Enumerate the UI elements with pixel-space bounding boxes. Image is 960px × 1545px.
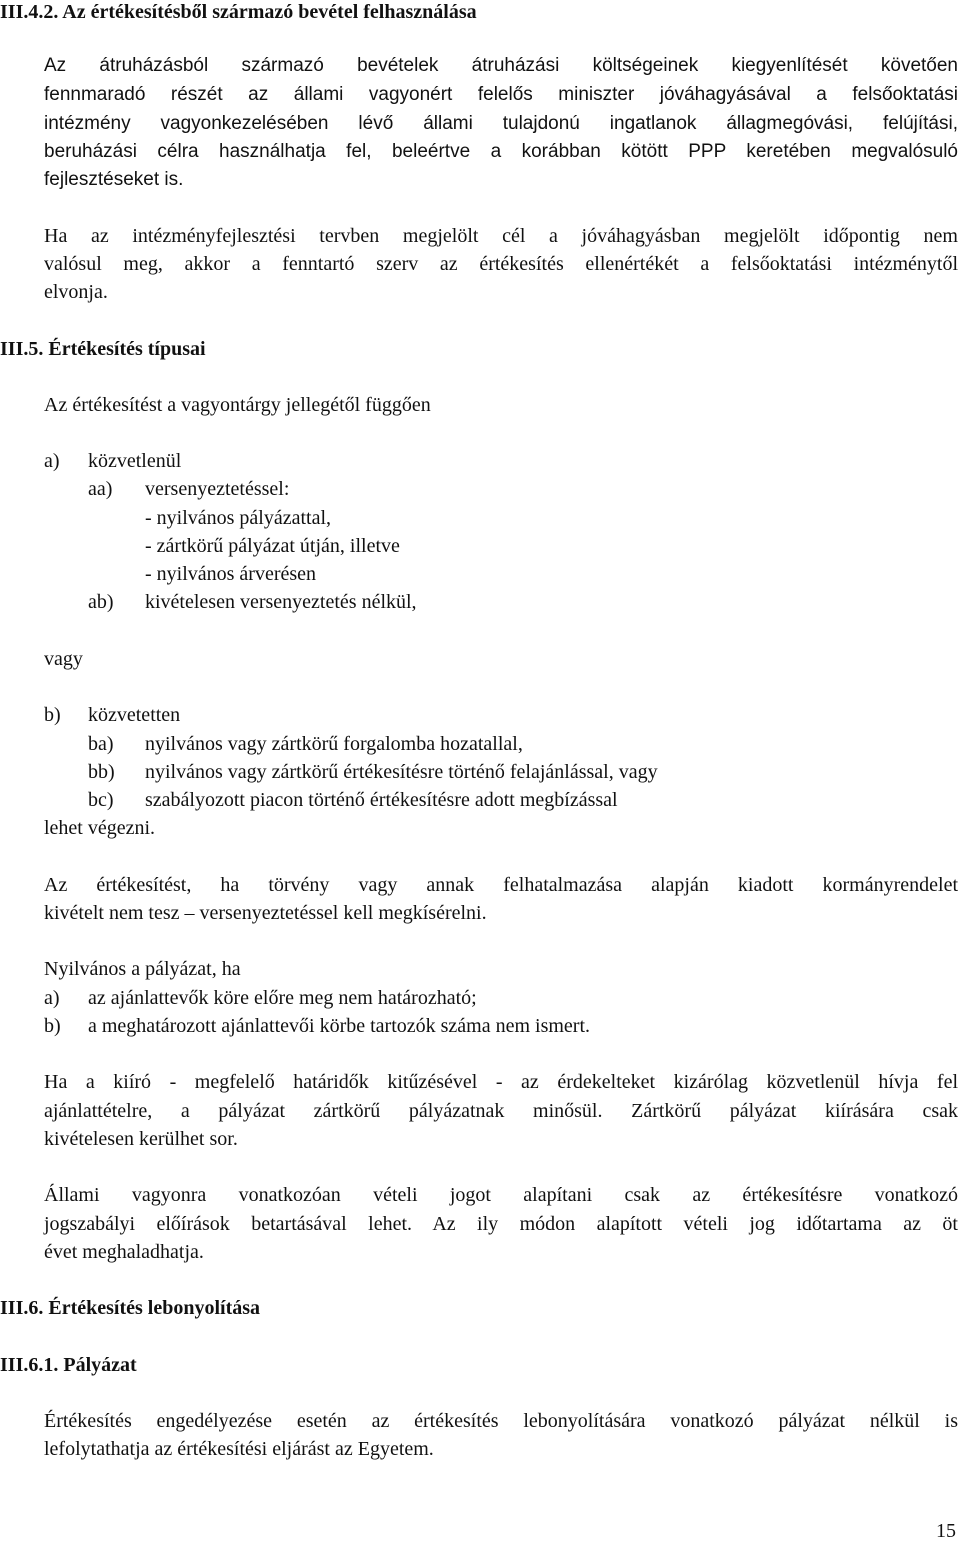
page-number: 15 — [936, 1520, 956, 1542]
public-tender-a-label: a) — [44, 987, 60, 1009]
aa-option-1: - nyilvános pályázattal, — [145, 507, 332, 529]
item-bb-text: nyilvános vagy zártkörű értékesítésre történő felajánlással, vagy — [145, 761, 658, 783]
para5-line-3: évet meghaladhatja. — [44, 1241, 204, 1263]
public-tender-intro: Nyilvános a pályázat, ha — [44, 958, 241, 980]
para2-line-1: Ha az intézményfejlesztési tervben megjelölt cél a jóváhagyásban megjelölt időpontig nem — [44, 225, 958, 247]
para1-line-5: fejlesztéseket is. — [44, 169, 184, 190]
para1-line-1: Az átruházásból származó bevételek átruházási költségeinek kiegyenlítését követően — [44, 55, 958, 76]
para1-line-3: intézmény vagyonkezelésében lévő állami tulajdonú ingatlanok állagmegóvási, felújítási, — [44, 113, 958, 134]
aa-option-2: - zártkörű pályázat útján, illetve — [145, 535, 400, 557]
item-a-label: a) — [44, 450, 60, 472]
para3-line-1: Az értékesítést, ha törvény vagy annak felhatalmazása alapján kiadott kormányrendelet — [44, 874, 958, 896]
item-bc-text: szabályozott piacon történő értékesítésre adott megbízással — [145, 789, 618, 811]
section-heading-35: III.5. Értékesítés típusai — [0, 338, 206, 360]
types-intro: Az értékesítést a vagyontárgy jellegétől függően — [44, 394, 431, 416]
public-tender-a-text: az ajánlattevők köre előre meg nem határozható; — [88, 987, 477, 1009]
para6-line-1: Értékesítés engedélyezése esetén az értékesítés lebonyolítására vonatkozó pályázat nélkül is — [44, 1410, 958, 1432]
item-b-label: b) — [44, 704, 61, 726]
para2-line-3: elvonja. — [44, 281, 108, 303]
para4-line-3: kivételesen kerülhet sor. — [44, 1128, 238, 1150]
types-closing: lehet végezni. — [44, 817, 156, 839]
para5-line-2: jogszabályi előírások betartásával lehet. Az ily módon alapított vételi jog időtartama az öt — [44, 1213, 958, 1235]
item-ba-text: nyilvános vagy zártkörű forgalomba hozatallal, — [145, 733, 523, 755]
item-bc-label: bc) — [88, 789, 114, 811]
public-tender-b-text: a meghatározott ajánlattevői körbe tartozók száma nem ismert. — [88, 1015, 591, 1037]
item-ba-label: ba) — [88, 733, 114, 755]
item-bb-label: bb) — [88, 761, 115, 783]
item-aa-label: aa) — [88, 478, 113, 500]
public-tender-b-label: b) — [44, 1015, 61, 1037]
para5-line-1: Állami vagyonra vonatkozóan vételi jogot alapítani csak az értékesítésre vonatkozó — [44, 1184, 958, 1206]
aa-option-3: - nyilvános árverésen — [145, 563, 317, 585]
or-word: vagy — [44, 648, 83, 670]
section-heading-342: III.4.2. Az értékesítésből származó bevétel felhasználása — [0, 1, 477, 23]
para6-line-2: lefolytathatja az értékesítési eljárást az Egyetem. — [44, 1438, 434, 1460]
item-ab-label: ab) — [88, 591, 114, 613]
item-a-text: közvetlenül — [88, 450, 182, 472]
item-ab-text: kivételesen versenyeztetés nélkül, — [145, 591, 417, 613]
item-b-text: közvetetten — [88, 704, 181, 726]
item-aa-text: versenyeztetéssel: — [145, 478, 290, 500]
para1-line-4: beruházási célra használhatja fel, beleértve a korábban kötött PPP keretében megvalósuló — [44, 141, 958, 162]
para2-line-2: valósul meg, akkor a fenntartó szerv az értékesítés ellenértékét a felsőoktatási intézménytől — [44, 253, 958, 275]
para1-line-2: fennmaradó részét az állami vagyonért felelős miniszter jóváhagyásával a felsőoktatási — [44, 84, 958, 105]
section-heading-36: III.6. Értékesítés lebonyolítása — [0, 1297, 261, 1319]
para4-line-2: ajánlattételre, a pályázat zártkörű pályázatnak minősül. Zártkörű pályázat kiírására csak — [44, 1100, 958, 1122]
para3-line-2: kivételt nem tesz – versenyeztetéssel kell megkísérelni. — [44, 902, 487, 924]
para4-line-1: Ha a kiíró - megfelelő határidők kitűzésével - az érdekelteket kizárólag közvetlenül hívja fel — [44, 1071, 958, 1093]
section-heading-361: III.6.1. Pályázat — [0, 1354, 137, 1376]
